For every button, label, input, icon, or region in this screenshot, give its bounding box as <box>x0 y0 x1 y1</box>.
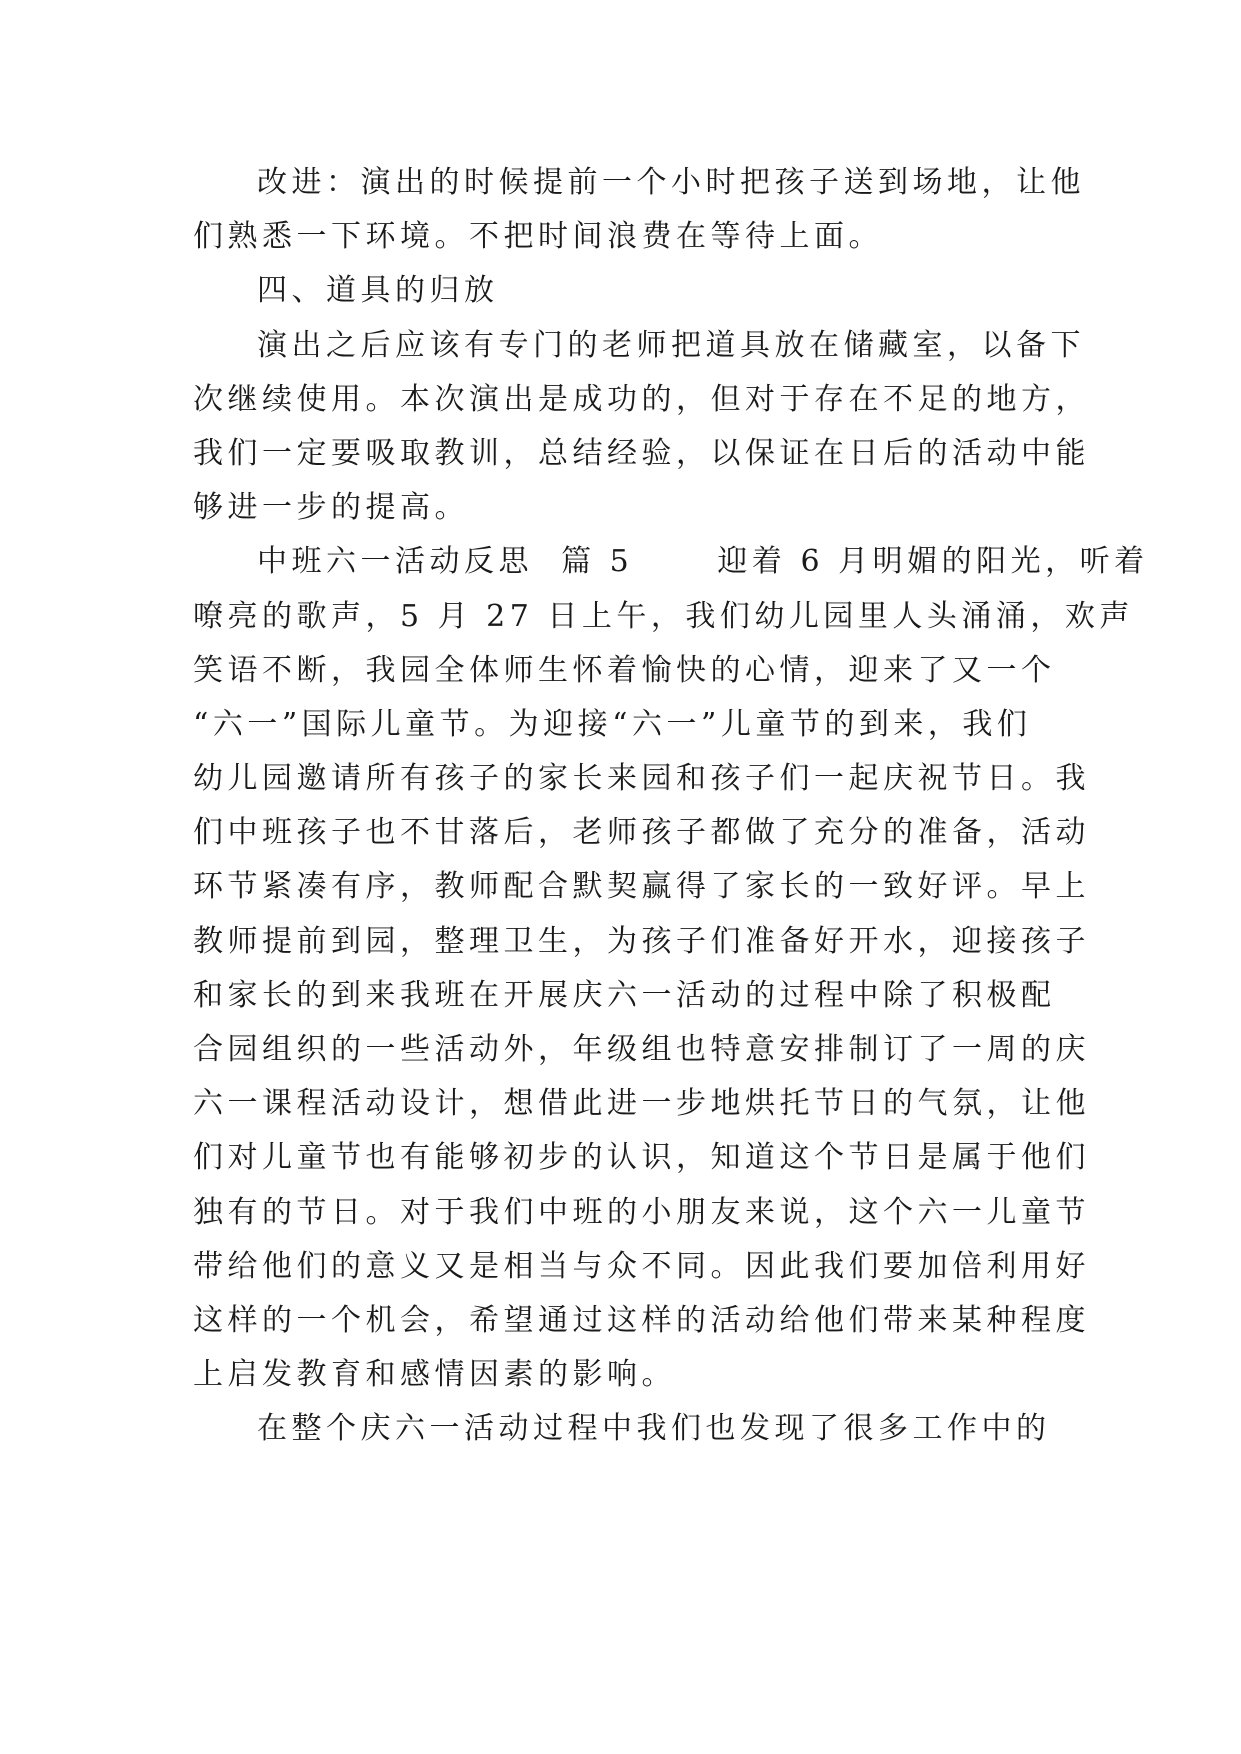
paragraph-line: 和家长的到来我班在开展庆六一活动的过程中除了积极配 <box>193 977 1056 1013</box>
paragraph-line: 次继续使用。本次演出是成功的，但对于存在不足的地方， <box>193 381 1090 417</box>
paragraph-line: 幼儿园邀请所有孩子的家长来园和孩子们一起庆祝节日。我 <box>193 761 1090 797</box>
document-body <box>193 156 1149 1457</box>
paragraph-line: 嘹亮的歌声，5 月 27 日上午，我们幼儿园里人头涌涌，欢声 <box>193 598 1134 634</box>
paragraph-line: 在整个庆六一活动过程中我们也发现了很多工作中的 <box>257 1411 1051 1447</box>
paragraph-line: 够进一步的提高。 <box>193 490 469 526</box>
paragraph-line: 环节紧凑有序，教师配合默契赢得了家长的一致好评。早上 <box>193 869 1090 905</box>
paragraph-line: 改进：演出的时候提前一个小时把孩子送到场地，让他 <box>257 165 1085 200</box>
section-heading: 四、道具的归放 <box>257 273 499 309</box>
paragraph-line: 独有的节日。对于我们中班的小朋友来说，这个六一儿童节 <box>193 1194 1090 1230</box>
paragraph-line: “六一”国际儿童节。为迎接“六一”儿童节的到来，我们 <box>193 706 1032 742</box>
paragraph-line: 六一课程活动设计，想借此进一步地烘托节日的气氛，让他 <box>193 1086 1090 1122</box>
paragraph-line: 们熟悉一下环境。不把时间浪费在等待上面。 <box>193 219 883 255</box>
paragraph-line: 们对儿童节也有能够初步的认识，知道这个节日是属于他们 <box>193 1140 1090 1176</box>
paragraph-line: 教师提前到园，整理卫生，为孩子们准备好开水，迎接孩子 <box>193 923 1090 959</box>
paragraph-line: 合园组织的一些活动外，年级组也特意安排制订了一周的庆 <box>193 1032 1090 1067</box>
paragraph-line: 演出之后应该有专门的老师把道具放在储藏室，以备下 <box>257 327 1085 363</box>
article-title-line: 中班六一活动反思 篇 5 迎着 6 月明媚的阳光，听着 <box>257 544 1149 580</box>
paragraph-line: 带给他们的意义又是相当与众不同。因此我们要加倍利用好 <box>193 1248 1090 1284</box>
paragraph-line: 笑语不断，我园全体师生怀着愉快的心情，迎来了又一个 <box>193 652 1056 688</box>
paragraph-line: 这样的一个机会，希望通过这样的活动给他们带来某种程度 <box>193 1302 1090 1338</box>
paragraph-line: 我们一定要吸取教训，总结经验，以保证在日后的活动中能 <box>193 435 1090 471</box>
paragraph-line: 上启发教育和感情因素的影响。 <box>193 1357 676 1393</box>
paragraph-line: 们中班孩子也不甘落后，老师孩子都做了充分的准备，活动 <box>193 815 1090 851</box>
